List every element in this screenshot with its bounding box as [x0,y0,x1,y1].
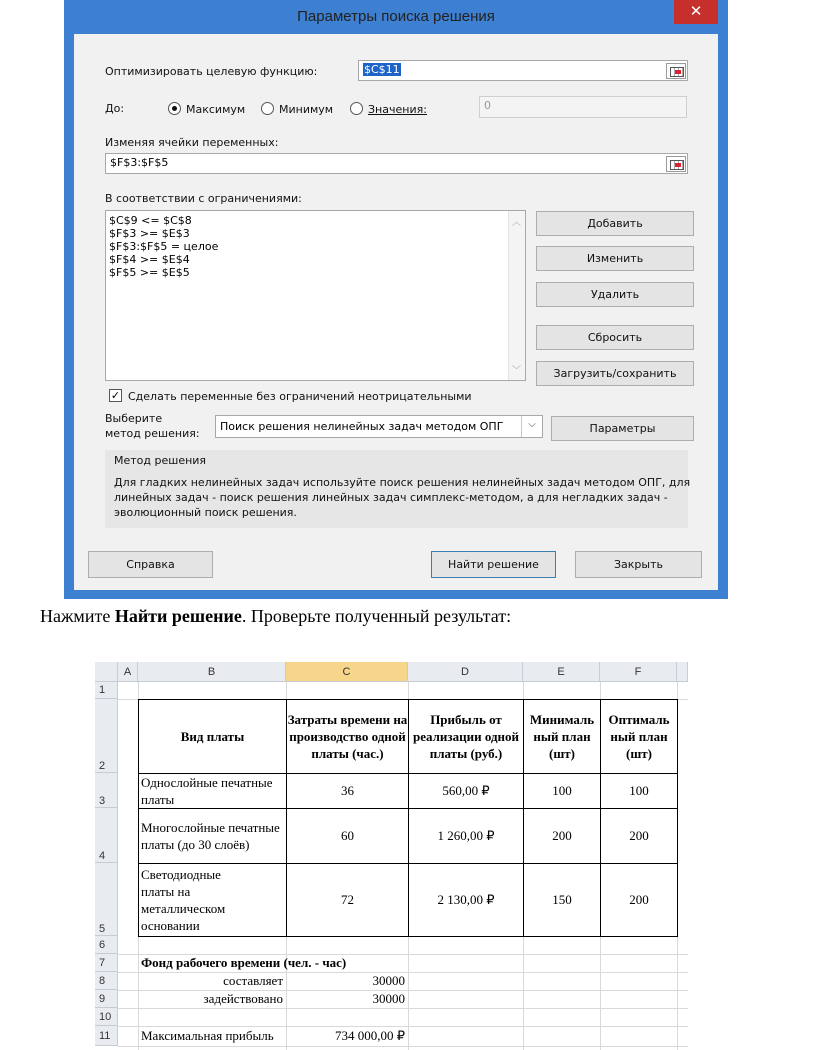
radio-min[interactable] [261,102,274,115]
table-cell[interactable]: 100 [552,783,572,798]
header-text: Минималь ный план (шт) [529,712,595,761]
objective-label: Оптимизировать целевую функцию: [105,65,318,78]
dialog-title: Параметры поиска решения [297,8,495,25]
instruction-bold: Найти решение [114,606,242,626]
nonnegative-checkbox[interactable]: ✓ [110,389,121,402]
table-cell[interactable]: задействовано [203,991,283,1006]
radio-min-label: Минимум [279,103,334,116]
row-header[interactable]: 6 [95,936,118,954]
table-cell[interactable]: 560,00 ₽ [442,783,490,798]
row-header[interactable] [95,808,118,863]
cell-text: Многослойные печатные платы (до 30 слоёв) [141,820,280,852]
collapse-dialog-icon[interactable] [666,63,686,79]
table-cell[interactable]: Максимальная прибыль [141,1028,274,1043]
header-text: Затраты времени на производство одной платы (час.) [287,712,408,761]
column-header-c[interactable]: C [286,662,408,682]
table-cell[interactable]: 200 [629,828,649,843]
nonnegative-label: Сделать переменные без ограничений неотрицательными [128,390,472,403]
column-header-f[interactable]: F [600,662,677,682]
close-button[interactable]: Закрыть [575,551,702,578]
column-header-d[interactable]: D [408,662,523,682]
radio-max-label: Максимум [186,103,246,116]
header-text: Оптималь ный план (шт) [608,712,670,761]
objective-value: $C$11 [364,63,400,76]
scrollbar[interactable] [508,211,525,380]
method-group-title: Метод решения [114,454,207,467]
header-cell[interactable] [601,700,677,773]
select-all-corner[interactable] [95,662,118,682]
table-cell[interactable] [141,774,286,808]
constraint-item[interactable]: $F$3 >= $E$3 [109,227,190,240]
row-header[interactable]: 10 [95,1008,118,1026]
table-cell[interactable]: 100 [629,783,649,798]
table-cell[interactable]: 2 130,00 ₽ [437,892,495,907]
parameters-button[interactable]: Параметры [551,416,694,441]
constraint-item[interactable]: $F$3:$F$5 = целое [109,240,219,253]
row-number: 4 [99,850,106,862]
table-cell[interactable]: 200 [629,892,649,907]
constraint-item[interactable]: $C$9 <= $C$8 [109,214,192,227]
collapse-dialog-icon[interactable] [666,156,686,172]
solver-dialog [64,0,728,599]
table-cell[interactable]: 30000 [372,973,405,988]
cell-text: Однослойные печатные платы [141,775,273,807]
method-select[interactable] [215,415,543,438]
fund-title-cell[interactable]: Фонд рабочего времени (чел. - час) [141,955,347,970]
table-cell[interactable]: 1 260,00 ₽ [437,828,495,843]
row-header[interactable]: 1 [95,682,118,699]
table-cell[interactable]: 200 [552,828,572,843]
close-icon[interactable]: ✕ [674,0,718,24]
reset-button[interactable]: Сбросить [536,325,694,350]
instruction-text [40,606,511,627]
row-number: 5 [99,923,106,935]
row-header[interactable]: 9 [95,990,118,1008]
method-description-box [105,450,691,528]
constraints-list[interactable] [105,210,526,381]
chevron-up-icon[interactable]: ︿ [512,218,522,228]
constraint-item[interactable]: $F$5 >= $E$5 [109,266,190,279]
spreadsheet [95,662,688,1050]
instruction-pre: Нажмите [40,606,115,626]
method-label: метод решения: [105,427,200,440]
row-number: 2 [99,760,106,772]
chevron-down-icon[interactable]: ⌵ [521,416,542,437]
row-header[interactable]: 8 [95,972,118,990]
max-profit-cell[interactable]: 734 000,00 ₽ [334,1028,405,1043]
table-cell[interactable]: 30000 [372,991,405,1006]
row-header[interactable]: 7 [95,954,118,972]
table-cell[interactable] [141,864,251,936]
header-text: Прибыль от реализации одной платы (руб.) [412,712,520,761]
header-cell[interactable] [524,700,600,773]
radio-max[interactable] [168,102,181,115]
delete-button[interactable]: Удалить [536,282,694,307]
column-header-g[interactable] [677,662,688,682]
table-cell[interactable]: 72 [341,892,354,907]
dialog-body [74,34,718,590]
solve-button[interactable]: Найти решение [431,551,556,578]
header-cell[interactable] [409,700,523,773]
table-cell[interactable]: составляет [223,973,283,988]
changing-label: Изменяя ячейки переменных: [105,136,279,149]
method-description: линейных задач - поиск решения линейных задач симплекс-методом, а для негладких задач - [114,491,668,504]
row-number: 3 [99,795,106,807]
column-header-a[interactable]: A [118,662,138,682]
table-cell[interactable]: 36 [341,783,354,798]
row-header[interactable]: 11 [95,1026,118,1046]
cell-text: Светодиодные платы на металлическом основании [141,867,226,933]
column-header-e[interactable]: E [523,662,600,682]
row-header[interactable] [95,863,118,936]
header-cell[interactable] [287,700,408,773]
method-description: эволюционный поиск решения. [114,506,297,519]
table-cell[interactable]: 60 [341,828,354,843]
value-field[interactable]: 0 [479,96,687,118]
table-cell[interactable]: 150 [552,892,572,907]
constraints-label: В соответствии с ограничениями: [105,192,302,205]
add-button[interactable]: Добавить [536,211,694,236]
column-header-b[interactable]: B [138,662,286,682]
instruction-post: . Проверьте полученный результат: [241,606,512,626]
changing-input[interactable]: $F$3:$F$5 [105,153,688,174]
change-button[interactable]: Изменить [536,246,694,271]
radio-value-label: Значения: [368,103,427,116]
header-cell[interactable]: Вид платы [180,728,245,744]
load-save-button[interactable]: Загрузить/сохранить [536,361,694,386]
method-value: Поиск решения нелинейных задач методом ОПГ [220,420,504,433]
table-cell[interactable] [141,809,286,863]
radio-value[interactable] [350,102,363,115]
chevron-down-icon[interactable]: ﹀ [512,366,522,376]
constraint-item[interactable]: $F$4 >= $E$4 [109,253,190,266]
method-label: Выберите [105,412,163,425]
objective-input[interactable] [358,60,688,81]
method-description: Для гладких нелинейных задач используйте поиск решения нелинейных задач методом ОПГ, для [114,476,691,489]
row-header[interactable] [95,699,118,773]
row-header[interactable] [95,773,118,808]
help-button[interactable]: Справка [88,551,213,578]
to-label: До: [105,102,125,115]
